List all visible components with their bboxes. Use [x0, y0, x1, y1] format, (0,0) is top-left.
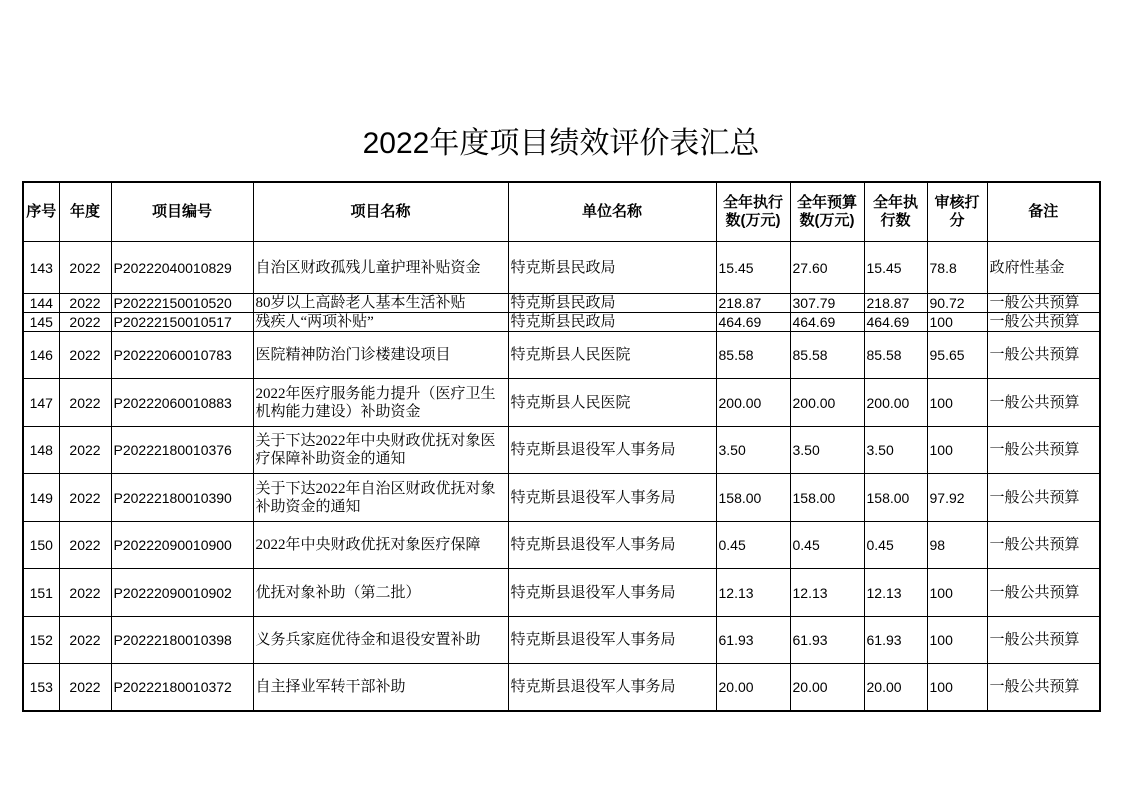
row-note: 一般公共预算 — [987, 427, 1100, 474]
row-code: P20222180010398 — [111, 617, 253, 664]
row-score: 97.92 — [927, 474, 987, 522]
row-unit-name: 特克斯县民政局 — [508, 242, 716, 294]
row-note: 一般公共预算 — [987, 313, 1100, 332]
table-row — [23, 617, 1100, 664]
row-index: 146 — [23, 332, 59, 379]
row-project-name: 关于下达2022年中央财政优抚对象医疗保障补助资金的通知 — [253, 427, 508, 474]
row-exec-amount: 15.45 — [716, 242, 790, 294]
row-exec-amount: 200.00 — [716, 379, 790, 427]
row-exec-amount: 218.87 — [716, 294, 790, 313]
table-row — [23, 294, 1100, 313]
row-project-name: 医院精神防治门诊楼建设项目 — [253, 332, 508, 379]
row-unit-name: 特克斯县民政局 — [508, 313, 716, 332]
row-exec-count: 158.00 — [864, 474, 927, 522]
row-score: 95.65 — [927, 332, 987, 379]
table-row — [23, 569, 1100, 617]
row-index: 153 — [23, 664, 59, 711]
row-year: 2022 — [59, 379, 111, 427]
evaluation-table — [22, 181, 1101, 712]
row-exec-amount: 464.69 — [716, 313, 790, 332]
row-code: P20222060010883 — [111, 379, 253, 427]
row-budget-amount: 3.50 — [790, 427, 864, 474]
row-note: 一般公共预算 — [987, 522, 1100, 569]
row-unit-name: 特克斯县民政局 — [508, 294, 716, 313]
table-row — [23, 427, 1100, 474]
row-index: 147 — [23, 379, 59, 427]
table-row — [23, 664, 1100, 711]
row-code: P20222040010829 — [111, 242, 253, 294]
row-code: P20222060010783 — [111, 332, 253, 379]
row-budget-amount: 20.00 — [790, 664, 864, 711]
row-exec-amount: 158.00 — [716, 474, 790, 522]
row-budget-amount: 464.69 — [790, 313, 864, 332]
row-year: 2022 — [59, 569, 111, 617]
row-project-name: 自主择业军转干部补助 — [253, 664, 508, 711]
row-exec-count: 3.50 — [864, 427, 927, 474]
row-exec-amount: 0.45 — [716, 522, 790, 569]
page-title: 2022年度项目绩效评价表汇总 — [362, 127, 760, 160]
row-project-name: 80岁以上高龄老人基本生活补贴 — [253, 294, 508, 313]
row-year: 2022 — [59, 294, 111, 313]
row-exec-count: 20.00 — [864, 664, 927, 711]
row-unit-name: 特克斯县退役军人事务局 — [508, 474, 716, 522]
row-note: 政府性基金 — [987, 242, 1100, 294]
row-code: P20222150010520 — [111, 294, 253, 313]
col-header-project-name: 项目名称 — [253, 182, 508, 242]
col-header-note: 备注 — [987, 182, 1100, 242]
row-score: 100 — [927, 569, 987, 617]
table-row — [23, 242, 1100, 294]
col-header-index: 序号 — [23, 182, 59, 242]
col-header-code: 项目编号 — [111, 182, 253, 242]
row-exec-count: 464.69 — [864, 313, 927, 332]
row-budget-amount: 158.00 — [790, 474, 864, 522]
row-year: 2022 — [59, 242, 111, 294]
row-score: 100 — [927, 617, 987, 664]
row-exec-count: 218.87 — [864, 294, 927, 313]
row-year: 2022 — [59, 332, 111, 379]
row-year: 2022 — [59, 664, 111, 711]
row-code: P20222180010390 — [111, 474, 253, 522]
row-exec-count: 15.45 — [864, 242, 927, 294]
row-year: 2022 — [59, 617, 111, 664]
row-note: 一般公共预算 — [987, 294, 1100, 313]
row-unit-name: 特克斯县退役军人事务局 — [508, 617, 716, 664]
row-exec-count: 0.45 — [864, 522, 927, 569]
row-score: 100 — [927, 379, 987, 427]
col-header-year: 年度 — [59, 182, 111, 242]
row-index: 144 — [23, 294, 59, 313]
table-row — [23, 313, 1100, 332]
row-index: 148 — [23, 427, 59, 474]
row-unit-name: 特克斯县退役军人事务局 — [508, 522, 716, 569]
row-project-name: 残疾人“两项补贴” — [253, 313, 508, 332]
row-code: P20222090010902 — [111, 569, 253, 617]
row-unit-name: 特克斯县退役军人事务局 — [508, 664, 716, 711]
row-note: 一般公共预算 — [987, 617, 1100, 664]
row-unit-name: 特克斯县人民医院 — [508, 379, 716, 427]
row-code: P20222090010900 — [111, 522, 253, 569]
header-row — [23, 182, 1100, 242]
table-row — [23, 332, 1100, 379]
table-row — [23, 522, 1100, 569]
row-exec-amount: 3.50 — [716, 427, 790, 474]
row-project-name: 2022年医疗服务能力提升（医疗卫生机构能力建设）补助资金 — [253, 379, 508, 427]
row-note: 一般公共预算 — [987, 332, 1100, 379]
row-year: 2022 — [59, 474, 111, 522]
row-project-name: 关于下达2022年自治区财政优抚对象补助资金的通知 — [253, 474, 508, 522]
row-score: 98 — [927, 522, 987, 569]
row-index: 149 — [23, 474, 59, 522]
col-header-exec-amount: 全年执行数(万元) — [716, 182, 790, 242]
row-index: 143 — [23, 242, 59, 294]
row-index: 152 — [23, 617, 59, 664]
row-budget-amount: 27.60 — [790, 242, 864, 294]
row-score: 90.72 — [927, 294, 987, 313]
row-exec-amount: 12.13 — [716, 569, 790, 617]
row-code: P20222150010517 — [111, 313, 253, 332]
row-exec-amount: 85.58 — [716, 332, 790, 379]
row-year: 2022 — [59, 313, 111, 332]
row-index: 151 — [23, 569, 59, 617]
row-budget-amount: 0.45 — [790, 522, 864, 569]
row-exec-count: 200.00 — [864, 379, 927, 427]
row-project-name: 自治区财政孤残儿童护理补贴资金 — [253, 242, 508, 294]
row-budget-amount: 12.13 — [790, 569, 864, 617]
row-exec-count: 12.13 — [864, 569, 927, 617]
table-row — [23, 379, 1100, 427]
row-project-name: 优抚对象补助（第二批） — [253, 569, 508, 617]
row-exec-count: 85.58 — [864, 332, 927, 379]
col-header-exec-count: 全年执行数 — [864, 182, 927, 242]
row-note: 一般公共预算 — [987, 664, 1100, 711]
row-budget-amount: 200.00 — [790, 379, 864, 427]
row-budget-amount: 307.79 — [790, 294, 864, 313]
row-project-name: 义务兵家庭优待金和退役安置补助 — [253, 617, 508, 664]
row-year: 2022 — [59, 427, 111, 474]
row-index: 145 — [23, 313, 59, 332]
row-unit-name: 特克斯县退役军人事务局 — [508, 427, 716, 474]
row-unit-name: 特克斯县退役军人事务局 — [508, 569, 716, 617]
row-note: 一般公共预算 — [987, 379, 1100, 427]
row-year: 2022 — [59, 522, 111, 569]
row-score: 100 — [927, 313, 987, 332]
row-index: 150 — [23, 522, 59, 569]
col-header-unit-name: 单位名称 — [508, 182, 716, 242]
row-note: 一般公共预算 — [987, 474, 1100, 522]
row-code: P20222180010372 — [111, 664, 253, 711]
row-exec-amount: 61.93 — [716, 617, 790, 664]
row-score: 78.8 — [927, 242, 987, 294]
row-score: 100 — [927, 427, 987, 474]
row-budget-amount: 85.58 — [790, 332, 864, 379]
row-note: 一般公共预算 — [987, 569, 1100, 617]
row-score: 100 — [927, 664, 987, 711]
col-header-budget-amount: 全年预算数(万元) — [790, 182, 864, 242]
row-exec-amount: 20.00 — [716, 664, 790, 711]
row-project-name: 2022年中央财政优抚对象医疗保障 — [253, 522, 508, 569]
row-unit-name: 特克斯县人民医院 — [508, 332, 716, 379]
table-row — [23, 474, 1100, 522]
row-exec-count: 61.93 — [864, 617, 927, 664]
col-header-score: 审核打分 — [927, 182, 987, 242]
row-budget-amount: 61.93 — [790, 617, 864, 664]
row-code: P20222180010376 — [111, 427, 253, 474]
